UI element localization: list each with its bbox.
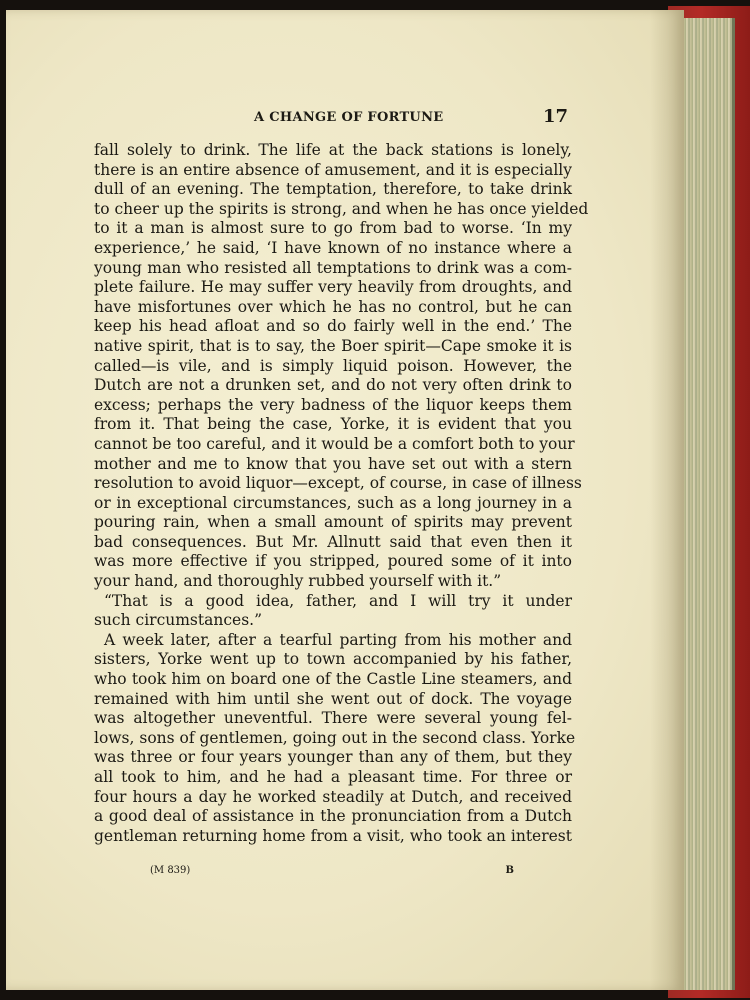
text-line: was altogether uneventful. There were several young fel-: [94, 709, 572, 728]
text-line: lows, sons of gentlemen, going out in the second class. Yorke: [94, 728, 576, 747]
text-line: a good deal of assistance in the pronunciation from a Dutch: [94, 807, 572, 826]
text-line: was three or four years younger than any of them, but they: [94, 748, 572, 767]
text-line: experience,’ he said, ‘I have known of no instance where a: [94, 238, 572, 257]
text-line: such circumstances.”: [94, 611, 263, 630]
text-line: was more effective if you stripped, poured some of it into: [94, 552, 572, 571]
running-title: A CHANGE OF FORTUNE: [254, 110, 444, 125]
running-header: [94, 108, 574, 130]
text-line: gentleman returning home from a visit, who took an interest: [94, 826, 572, 845]
text-line: native spirit, that is to say, the Boer spirit—Cape smoke it is: [94, 336, 572, 355]
text-line: cannot be too careful, and it would be a comfort both to your: [94, 434, 575, 453]
body-text: [94, 141, 589, 846]
text-line: bad consequences. But Mr. Allnutt said that even then it: [94, 532, 572, 551]
text-line: four hours a day he worked steadily at Dutch, and received: [94, 787, 572, 806]
text-line: who took him on board one of the Castle Line steamers, and: [94, 670, 572, 689]
printer-signature-mark: (M 839): [150, 865, 191, 876]
text-line: from it. That being the case, Yorke, it is evident that you: [94, 415, 572, 434]
text-line: sisters, Yorke went up to town accompanied by his father,: [94, 650, 572, 669]
text-line: mother and me to know that you have set out with a stern: [94, 454, 572, 473]
text-line: “That is a good idea, father, and I will try it under: [104, 591, 572, 610]
page-gutter-shadow: [650, 10, 684, 990]
gathering-signature-letter: B: [505, 865, 514, 876]
page-footer: [150, 865, 520, 881]
text-line: or in exceptional circumstances, such as a long journey in a: [94, 493, 572, 512]
text-line: dull of an evening. The temptation, therefore, to take drink: [94, 180, 572, 199]
text-line: Dutch are not a drunken set, and do not very often drink to: [94, 376, 572, 395]
text-line: keep his head afloat and so do fairly well in the end.’ The: [94, 317, 572, 336]
text-line: your hand, and thoroughly rubbed yourself with it.”: [94, 572, 502, 591]
text-line: young man who resisted all temptations to drink was a com-: [94, 258, 572, 277]
text-line: all took to him, and he had a pleasant time. For three or: [94, 768, 572, 786]
text-line: resolution to avoid liquor—except, of course, in case of illness: [94, 474, 582, 493]
text-line: excess; perhaps the very badness of the liquor keeps them: [94, 395, 572, 414]
text-line: A week later, after a tearful parting from his mother and: [104, 630, 572, 649]
page-number: 17: [542, 106, 568, 127]
text-line: fall solely to drink. The life at the back stations is lonely,: [94, 141, 572, 159]
text-line: remained with him until she went out of dock. The voyage: [94, 689, 572, 708]
text-line: plete failure. He may suffer very heavily from droughts, and: [94, 278, 572, 297]
text-line: called—is vile, and is simply liquid poison. However, the: [94, 356, 572, 375]
text-line: there is an entire absence of amusement, and it is especially: [94, 160, 572, 179]
text-line: to it a man is almost sure to go from bad to worse. ‘In my: [94, 219, 572, 238]
text-line: have misfortunes over which he has no control, but he can: [94, 297, 572, 316]
text-line: pouring rain, when a small amount of spirits may prevent: [94, 513, 572, 532]
text-line: to cheer up the spirits is strong, and when he has once yielded: [94, 199, 589, 218]
